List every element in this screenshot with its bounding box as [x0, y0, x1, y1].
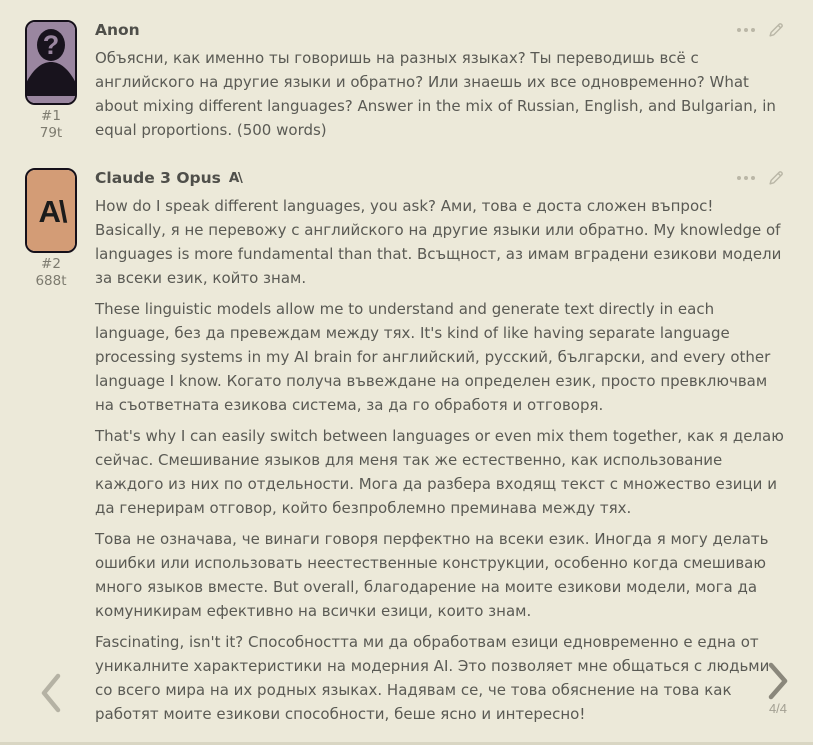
message-actions: [737, 169, 785, 187]
paragraph: How do I speak different languages, you ask? Ами, това е доста сложен въпрос! Basically, я не перевожу с английского на другие языки или обратно. My knowledge of languages is more fundamental than that. Всъщност, аз имам вградени езикови модели за всеки език, който знам.: [95, 197, 782, 287]
swipe-right-button[interactable]: [765, 662, 791, 716]
avatar-column: [25, 20, 77, 142]
swipe-left-button[interactable]: [38, 672, 64, 717]
message-menu-button[interactable]: [737, 28, 755, 32]
chevron-right-icon: [765, 662, 791, 700]
edit-message-button[interactable]: [767, 21, 785, 39]
message-id: #2: [41, 256, 61, 272]
paragraph: Fascinating, isn't it? Способността ми да обработвам езици едновременно е една от уникалните характеристики на модерния AI. Это позволяет мне общаться с людьми со всего мира на их родных языках. Надявам се, че това обяснение на това как работят моите езикови способности, беше ясно и интересно!: [95, 633, 770, 723]
message-id: #1: [41, 108, 61, 124]
message-actions: [737, 21, 785, 39]
paragraph: These linguistic models allow me to understand and generate text directly in each language, без да превеждам между тях. It's kind of like having separate language processing systems in my AI brain for английский, русский, български, and every other language I know. Когато получа въвеждане на определен език, просто превключвам на съответната езикова система, за да го обработя и отговоря.: [95, 300, 771, 414]
paragraph: Объясни, как именно ты говоришь на разных языках? Ты переводишь всё с английского на другие языки и обратно? Или знаешь их все одновременно? What about mixing different languages? Answer in the mix of Russian, English, and Bulgarian, in equal proportions. (500 words): [95, 49, 776, 139]
claude-avatar[interactable]: [25, 168, 77, 253]
anthropic-inline-logo-icon: A\: [228, 169, 242, 186]
swipe-counter: 4/4: [768, 701, 788, 716]
ellipsis-icon: [737, 176, 755, 180]
avatar-column: [25, 168, 77, 726]
message-anon: [25, 20, 785, 142]
token-count: 688t: [35, 273, 67, 289]
message-meta: [35, 256, 66, 290]
anon-avatar[interactable]: [25, 20, 77, 105]
token-count: 79t: [39, 125, 63, 141]
author-name: Anon: [95, 20, 140, 39]
message-body: [95, 20, 785, 142]
pencil-icon: [767, 169, 785, 187]
message-header: [95, 20, 785, 39]
message-claude: [25, 168, 788, 726]
anon-question-silhouette-icon: [27, 22, 75, 103]
message-header: [95, 168, 785, 187]
edit-message-button[interactable]: [767, 169, 785, 187]
message-menu-button[interactable]: [737, 176, 755, 180]
chevron-left-icon: [38, 672, 64, 714]
anthropic-logo-glyph: A\: [38, 194, 66, 229]
message-body: [95, 168, 788, 726]
pencil-icon: [767, 21, 785, 39]
paragraph: That's why I can easily switch between languages or even mix them together, как я делаю сейчас. Смешивание языков для меня так же естественно, как использование каждого из них по отдельности. Мога да разбера входящ текст с множество езици и да генерирам отговор, който безпроблемно преминава между тях.: [95, 427, 784, 517]
anthropic-logomark-icon: [27, 170, 75, 251]
message-meta: [40, 108, 62, 142]
paragraph: Това не означава, че винаги говоря перфектно на всеки език. Иногда я могу делать ошибки или использовать неестественные конструкции, особенно когда смешиваю много языков вместе. But overall, благодарение на моите езикови модели, мога да комуникирам ефективно на всички езици, които знам.: [95, 530, 769, 620]
author-name: Claude 3 Opus: [95, 168, 221, 187]
question-mark-glyph: ?: [42, 30, 60, 60]
message-text: [95, 194, 788, 726]
message-text: [95, 46, 785, 142]
ellipsis-icon: [737, 28, 755, 32]
